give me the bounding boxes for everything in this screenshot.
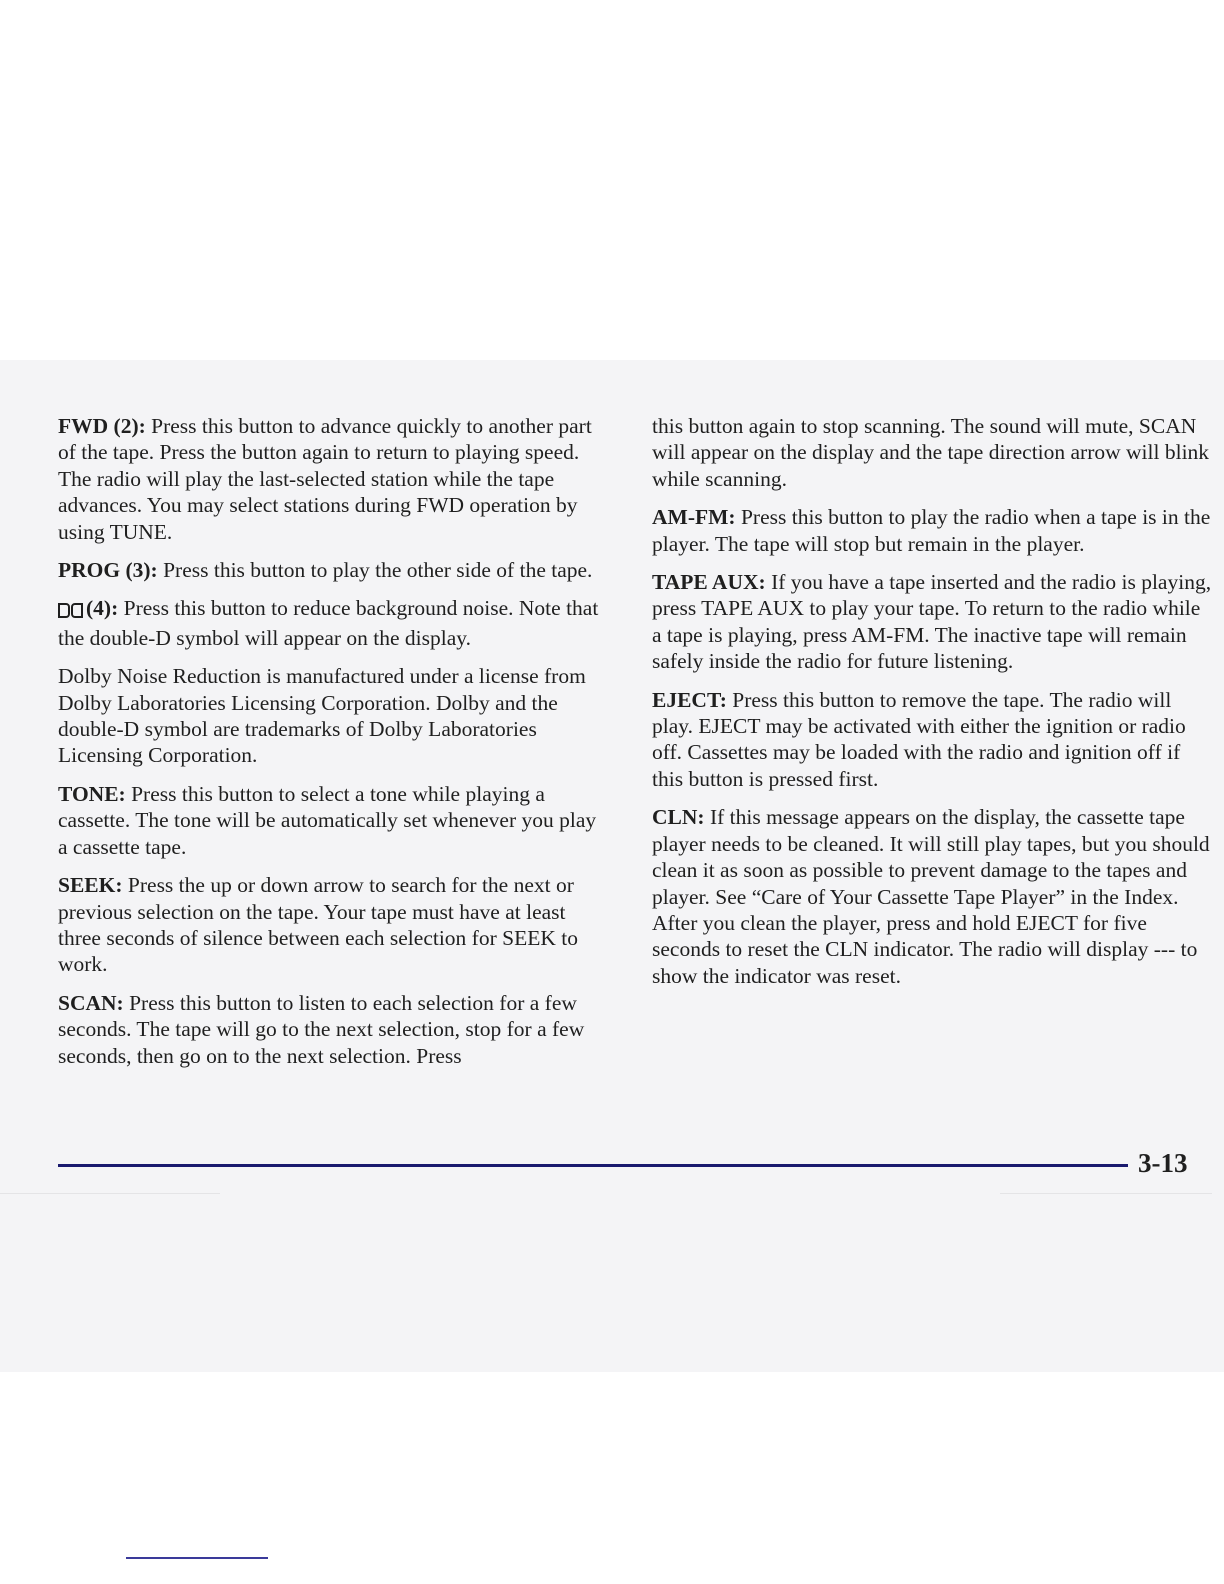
- dolby-button-paragraph: [58, 595, 610, 651]
- dolby-term: (4):: [86, 596, 119, 621]
- seek-text: Press the up or down arrow to search for the next or previous selection on the tape. Your tape must have at least three seconds of silence between each selection for SEEK to work.: [58, 873, 578, 977]
- dolby-license-paragraph: [58, 663, 610, 769]
- tone-paragraph: [58, 781, 610, 860]
- cln-term: CLN:: [652, 805, 705, 830]
- left-column: [58, 413, 610, 1081]
- tape-aux-text: If you have a tape inserted and the radio is playing, press TAPE AUX to play your tape. To return to the radio while a tape is playing, press AM-FM. The inactive tape will remain safely inside the radio for future listening.: [652, 570, 1212, 674]
- scan-continued-text: this button again to stop scanning. The sound will mute, SCAN will appear on the display and the tape direction arrow will blink while scanning.: [652, 414, 1210, 491]
- prog-term: PROG (3):: [58, 558, 158, 583]
- faint-divider-left: [0, 1193, 220, 1194]
- fwd-text: Press this button to advance quickly to another part of the tape. Press the button again to return to playing speed. The radio will play the last-selected station while the tape advances. You may select stations during FWD operation by using TUNE.: [58, 414, 592, 544]
- fwd-paragraph: [58, 413, 610, 545]
- amfm-text: Press this button to play the radio when a tape is in the player. The tape will stop but remain in the player.: [652, 505, 1211, 556]
- amfm-term: AM-FM:: [652, 505, 736, 530]
- tape-aux-term: TAPE AUX:: [652, 570, 766, 595]
- footer-rule: [58, 1164, 1128, 1167]
- tape-aux-paragraph: [652, 569, 1212, 675]
- prog-text: Press this button to play the other side of the tape.: [163, 558, 593, 583]
- scan-term: SCAN:: [58, 990, 124, 1015]
- footer-link-line: [126, 1557, 268, 1559]
- eject-paragraph: [652, 687, 1212, 793]
- scan-paragraph: [58, 990, 610, 1069]
- seek-term: SEEK:: [58, 873, 123, 898]
- dolby-text: Press this button to reduce background noise. Note that the double-D symbol will appear on the display.: [58, 596, 599, 650]
- eject-term: EJECT:: [652, 687, 727, 712]
- cln-paragraph: [652, 804, 1212, 989]
- scan-continued-paragraph: [652, 413, 1212, 492]
- eject-text: Press this button to remove the tape. The radio will play. EJECT may be activated with either the ignition or radio off. Cassettes may be loaded with the radio and ignition off if this button is pressed first.: [652, 687, 1186, 791]
- faint-divider-right: [1000, 1193, 1212, 1194]
- fwd-term: FWD (2):: [58, 414, 146, 438]
- tone-text: Press this button to select a tone while playing a cassette. The tone will be automatically set whenever you play a cassette tape.: [58, 781, 597, 859]
- amfm-paragraph: [652, 504, 1212, 557]
- page-number: 3-13: [1138, 1148, 1188, 1178]
- prog-paragraph: [58, 557, 610, 583]
- double-d-icon: [58, 598, 84, 624]
- right-column: [652, 413, 1212, 1001]
- dolby-license-text: Dolby Noise Reduction is manufactured under a license from Dolby Laboratories Licensing Corporation. Dolby and the double-D symbol are trademarks of Dolby Laboratories Licensing Corporation.: [58, 664, 586, 768]
- seek-paragraph: [58, 872, 610, 978]
- tone-term: TONE:: [58, 781, 126, 806]
- scan-text: Press this button to listen to each selection for a few seconds. The tape will go to the next selection, stop for a few seconds, then go on to the next selection. Press: [58, 990, 585, 1068]
- cln-text: If this message appears on the display, the cassette tape player needs to be cleaned. It will still play tapes, but you should clean it as soon as possible to prevent damage to the tapes and player. See “Care of Your Cassette Tape Player” in the Index. After you clean the player, press and hold EJECT for five seconds to reset the CLN indicator. The radio will display --- to show the indicator was reset.: [652, 805, 1210, 988]
